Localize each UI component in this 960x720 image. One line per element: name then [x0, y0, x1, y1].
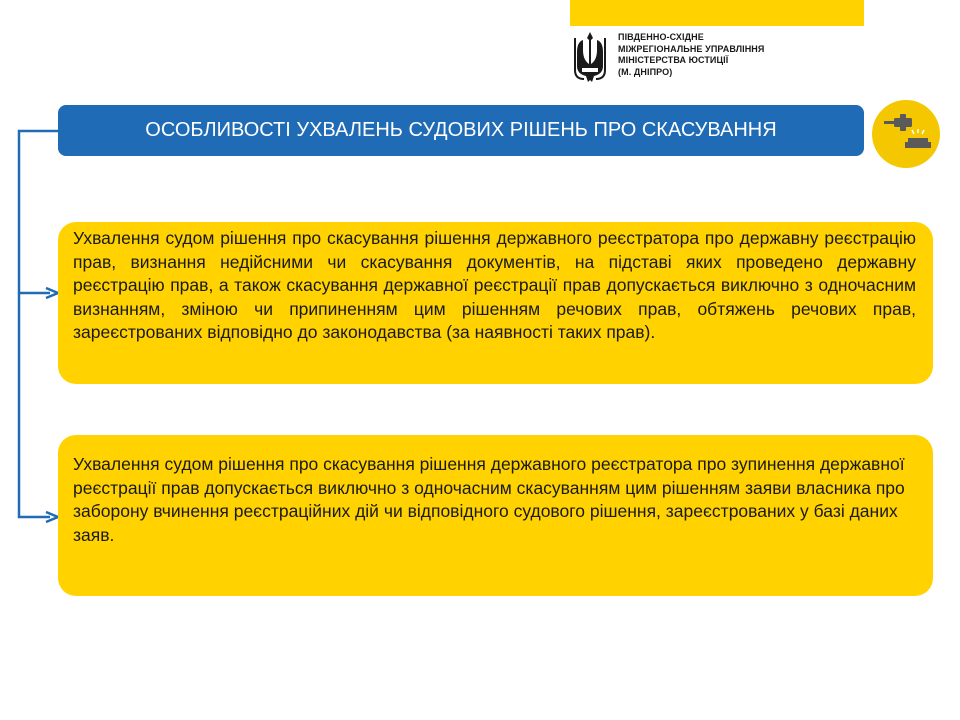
- gavel-badge: [872, 100, 940, 168]
- arrow-icon: [46, 288, 58, 298]
- info-card-1: [58, 222, 933, 384]
- top-accent-bar: [570, 0, 864, 26]
- info-card-2: [58, 435, 933, 596]
- org-line: МІЖРЕГІОНАЛЬНЕ УПРАВЛІННЯ: [618, 43, 765, 54]
- org-line: (М. ДНІПРО): [618, 66, 673, 77]
- section-title: [58, 105, 864, 156]
- arrow-icon: [46, 512, 58, 522]
- card-text: Ухвалення судом рішення про скасування рішення державного реєстратора про зупинення державної реєстрації прав допускається виключно з одночасним скасуванням цим рішенням заяви власника про заборону вчинення реєстраційних дій чи відповідного судового рішення, зареєстрованих у базі даних заяв.: [73, 454, 905, 545]
- org-line: ПІВДЕННО-СХІДНЕ: [618, 32, 704, 42]
- gavel-icon: [872, 100, 940, 168]
- card-text: Ухвалення судом рішення про скасування рішення державного реєстратора про державну реєстрацію прав, визнання недійсними чи скасування документів, на підставі яких проведено державну реєстрацію прав, а також скасування державної реєстрації прав допускається виключно з одночасним визнанням, зміною чи припиненням цим рішенням речових прав, обтяжень речових прав, зареєстрованих відповідно до законодавства (за наявності таких прав).: [73, 228, 916, 342]
- org-line: МІНІСТЕРСТВА ЮСТИЦІЇ: [618, 55, 729, 65]
- trident-icon: [570, 30, 610, 84]
- organization-name: [618, 32, 764, 78]
- title-text: ОСОБЛИВОСТІ УХВАЛЕНЬ СУДОВИХ РІШЕНЬ ПРО СКАСУВАННЯ: [145, 119, 777, 141]
- organization-logo: [570, 26, 830, 88]
